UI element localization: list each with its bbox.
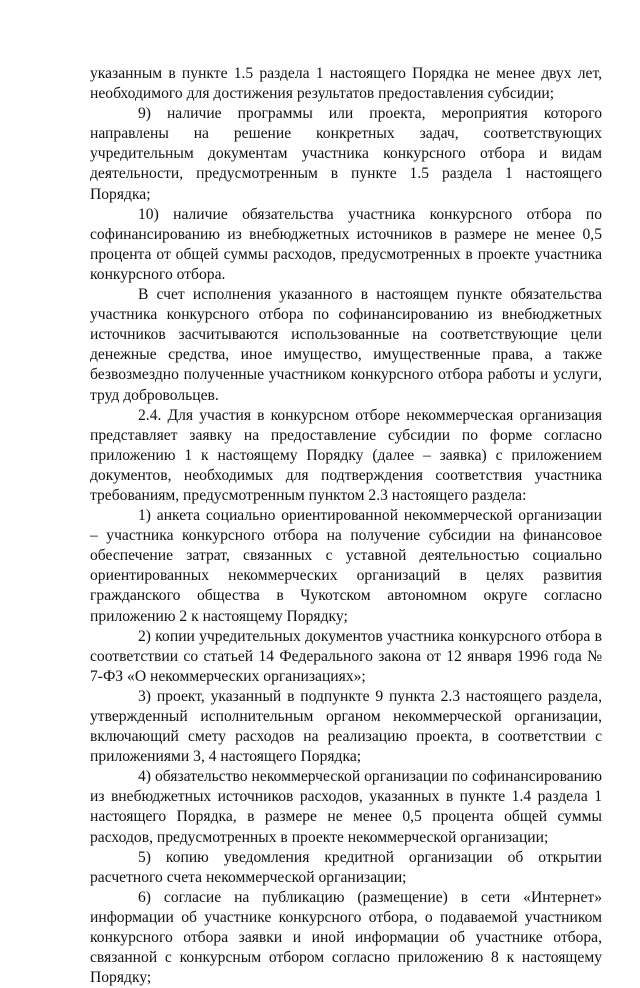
paragraph-subitem-6: 6) согласие на публикацию (размещение) в сети «Интернет» информации об участнике конкурсного отбора, о подаваемой участником конкурсного отбора заявки и иной информации об участнике отбора, связанной с конкурсным отбором согласно приложению 8 к настоящему Порядку;: [90, 888, 602, 987]
paragraph-item-9: 9) наличие программы или проекта, мероприятия которого направлены на решение конкретных задач, соответствующих учредительным документам участника конкурсного отбора и видам деятельности, предусмотренным в пункте 1.5 раздела 1 настоящего Порядка;: [90, 105, 602, 203]
paragraph-subitem-4: 4) обязательство некоммерческой организации по софинансированию из внебюджетных источников расходов, указанных в пункте 1.4 раздела 1 настоящего Порядка, в размере не менее 0,5 процента общей суммы расходов, предусмотренных в проекте некоммерческой организации;: [90, 768, 602, 846]
paragraph-item-10: 10) наличие обязательства участника конкурсного отбора по софинансированию из внебюджетных источников в размере не менее 0,5 процента от общей суммы расходов, предусмотренных в проекте участника конкурсного отбора.: [90, 205, 602, 283]
paragraph-continuation: указанным в пункте 1.5 раздела 1 настоящего Порядка не менее двух лет, необходимого для достижения результатов предоставления субсидии;: [90, 65, 602, 103]
paragraph-subitem-2: 2) копии учредительных документов участника конкурсного отбора в соответствии со статьей 14 Федерального закона от 12 января 1996 года № 7-ФЗ «О некоммерческих организациях»;: [90, 627, 602, 685]
paragraph-subitem-5: 5) копию уведомления кредитной организации об открытии расчетного счета некоммерческой организации;: [90, 848, 602, 886]
paragraph-subitem-1: 1) анкета социально ориентированной некоммерческой организации – участника конкурсного отбора на получение субсидии на финансовое обеспечение затрат, связанных с уставной деятельностью социально ориентированных некоммерческих организаций в целях развития гражданского общества в Чукотском автономном округе согласно приложению 2 к настоящему Порядку;: [90, 507, 602, 625]
paragraph-subitem-3: 3) проект, указанный в подпункте 9 пункта 2.3 настоящего раздела, утвержденный исполнительным органом некоммерческой организации, включающий смету расходов на реализацию проекта, в соответствии с приложениями 3, 4 настоящего Порядка;: [90, 687, 602, 766]
paragraph-obligation-note: В счет исполнения указанного в настоящем пункте обязательства участника конкурсного отбора по софинансированию из внебюджетных источников засчитываются использованные на соответствующие цели денежные средства, иное имущество, имущественные права, а также безвозмездно полученные участником конкурсного отбора работы и услуги, труд добровольцев.: [90, 286, 602, 404]
paragraph-section-2-4: 2.4. Для участия в конкурсном отборе некоммерческая организация представляет заявку на предоставление субсидии по форме согласно приложению 1 к настоящему Порядку (далее – заявка) с приложением документов, необходимых для подтверждения соответствия участника требованиям, предусмотренным пунктом 2.3 настоящего раздела:: [90, 406, 602, 504]
